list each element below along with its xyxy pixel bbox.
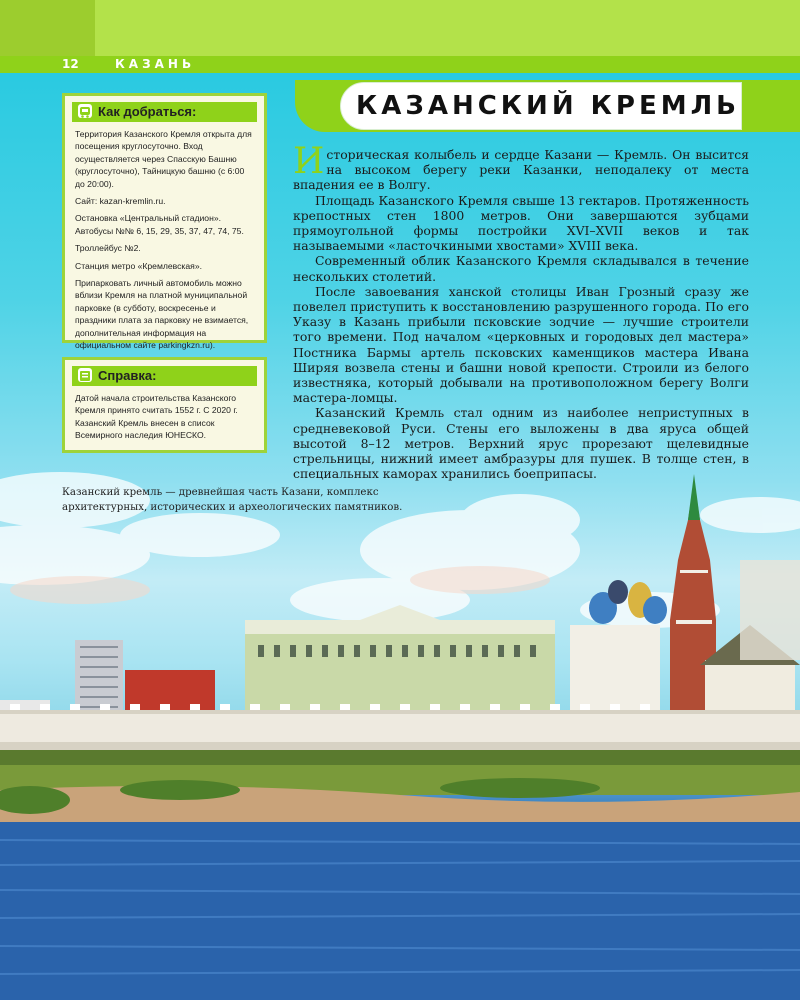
reference-card [62, 357, 267, 453]
card-body [65, 126, 264, 363]
card-title: Справка: [98, 368, 157, 383]
top-corner-block [0, 0, 95, 56]
photo-caption: Казанский кремль — древнейшая часть Казани, комплекс архитектурных, исторических и археологических памятников. [62, 487, 403, 513]
article-paragraph: Казанский Кремль стал одним из наиболее неприступных в средневековой Руси. Стены его выложены в два яруса общей высотой 8–12 метров. Верхний ярус прорезают щелевидные стрельницы, нижний имеет амбразуры для пушек. В толще стен, в специальных каморах хранились боеприпасы. [293, 405, 749, 482]
card-paragraph: Троллейбус №2. [75, 243, 141, 254]
top-color-bar [0, 0, 800, 56]
card-title: Как добраться: [98, 104, 197, 119]
directions-card [62, 93, 267, 351]
page-title: КАЗАНСКИЙ КРЕМЛЬ [356, 91, 740, 121]
page-number: 12 [62, 57, 79, 71]
section-title: КАЗАНЬ [115, 57, 196, 71]
card-body [65, 390, 264, 453]
card-paragraph: Сайт: kazan-kremlin.ru. [75, 196, 166, 207]
article-paragraph: После завоевания ханской столицы Иван Грозный сразу же повелел приступить к восстановлению разрушенного города. По его Указу в Казань прибыли псковские зодчие — лучшие строители того времени. Под началом «церковных и городовых дел мастера» Постника Бармы артель псковских каменщиков мастера Ивана Ширяя возвела стены и башни новой крепости. Строили из белого известняка, который добывали на противоположном берегу Волги мастера-ломцы. [293, 283, 749, 406]
card-header [72, 366, 257, 386]
card-paragraph: Припарковать личный автомобиль можно вблизи Кремля на платной муниципальной парковке (в субботу, воскресенье и праздники плата за парковку не взимается, дополнительная информация на официальном сайте parkingkzn.ru). [75, 278, 249, 351]
article-paragraph: Площадь Казанского Кремля свыше 13 гектаров. Протяженность крепостных стен 1800 метров. Они завершаются зубцами прямоугольной формы постройки XVI–XVII веков и так называемыми «ласточкиными хвостами» XVIII века. [293, 192, 749, 254]
article-body [293, 141, 749, 482]
article-paragraph [293, 141, 749, 193]
reference-book-icon [78, 368, 92, 382]
card-paragraph: Территория Казанского Кремля открыта для посещения круглосуточно. Вход осуществляется через Спасскую Башню (круглосуточно), Тайницкую башню (с 6:00 до 20:00). [75, 129, 252, 189]
article-lead-text: сторическая колыбель и сердце Казани — Кремль. Он высится на высоком берегу реки Казанки, неподалеку от места впадения ее в Волгу. [293, 147, 749, 193]
card-paragraph: Станция метро «Кремлевская». [75, 260, 202, 271]
card-paragraph: Датой начала строительства Казанского Кремля принято считать 1552 г. С 2020 г. Казанский Кремль внесен в список Всемирного наследия ЮНЕСКО. [75, 393, 238, 441]
drop-cap: И [293, 141, 325, 182]
article-paragraph: Современный облик Казанского Кремля складывался в течение нескольких столетий. [293, 253, 749, 284]
card-paragraph: Остановка «Центральный стадион». Автобусы №№ 6, 15, 29, 35, 37, 47, 74, 75. [75, 213, 244, 236]
bus-icon [78, 104, 92, 118]
card-header [72, 102, 257, 122]
kremlin-photo [0, 460, 800, 1000]
